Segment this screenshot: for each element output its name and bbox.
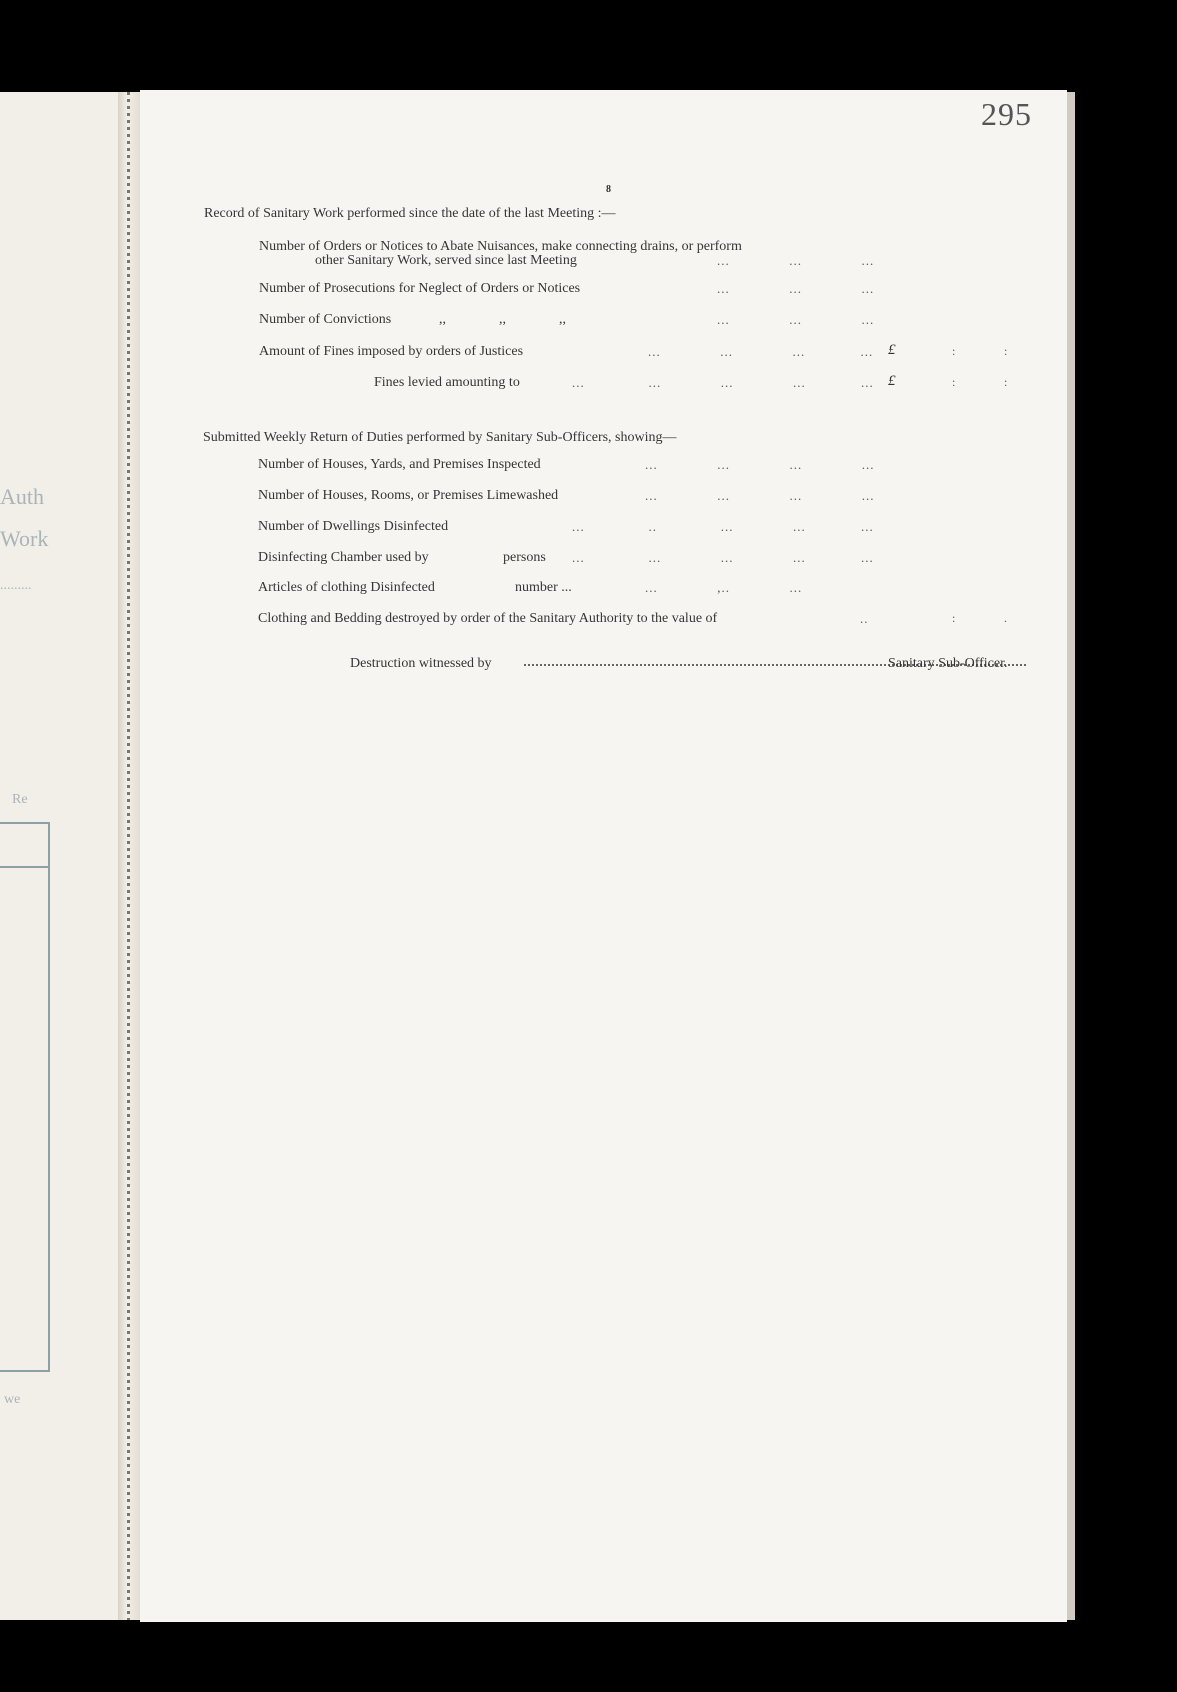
- binding-stitch: [127, 92, 130, 1620]
- bleed-through-text: .........: [0, 578, 32, 593]
- binding-gutter: [118, 92, 140, 1620]
- amount-separator: :: [952, 375, 956, 389]
- bleed-through-text: Work: [0, 526, 49, 551]
- section-heading-record: Record of Sanitary Work performed since the date of the last Meeting :—: [204, 206, 616, 221]
- clothing-bedding-line: Clothing and Bedding destroyed by order of the Sanitary Authority to the value of: [258, 611, 718, 626]
- pound-sign: £: [888, 373, 896, 389]
- document-page: [140, 90, 1067, 1622]
- signature-title: Sanitary Sub-Officer.: [888, 656, 1008, 671]
- leader-dots: ... ... ... ...: [648, 344, 874, 359]
- pound-sign: £: [888, 342, 896, 358]
- section-heading-weekly-return: Submitted Weekly Return of Duties performed by Sanitary Sub-Officers, showing—: [203, 430, 677, 445]
- articles-clothing-line: Articles of clothing Disinfected: [258, 580, 435, 595]
- leader-dots: ... ... ...: [717, 281, 875, 296]
- number-label: number ...: [515, 580, 572, 595]
- bleed-through-text: Auth: [0, 484, 44, 509]
- bleed-through-text: Re: [12, 792, 28, 807]
- fines-levied-line: Fines levied amounting to: [374, 375, 520, 390]
- disinfecting-chamber-line: Disinfecting Chamber used by: [258, 550, 429, 565]
- facing-page: [0, 92, 118, 1620]
- leader-dots: ... ... ... ... ...: [572, 550, 874, 565]
- sheet-number: 8: [606, 184, 611, 195]
- bleed-through-table: [0, 822, 50, 1372]
- prosecutions-line: Number of Prosecutions for Neglect of Orders or Notices: [259, 281, 581, 296]
- ditto-mark: ,,: [439, 312, 446, 327]
- houses-limewashed-line: Number of Houses, Rooms, or Premises Limewashed: [258, 488, 559, 503]
- leader-dots: ... ... ... ... ...: [572, 375, 874, 390]
- amount-separator: :: [952, 344, 956, 358]
- bleed-through-text: we: [4, 1392, 21, 1407]
- fines-imposed-line: Amount of Fines imposed by orders of Justices: [259, 344, 524, 359]
- convictions-line: Number of Convictions: [259, 312, 392, 327]
- ditto-mark: ,,: [559, 312, 566, 327]
- page-edge: [1067, 92, 1075, 1620]
- leader-dots: ... ... ...: [717, 312, 875, 327]
- leader-dots: ... ,.. ...: [645, 580, 803, 595]
- persons-label: persons: [503, 550, 546, 565]
- leader-dots: ... ... ... ...: [645, 457, 875, 472]
- orders-notices-line: Number of Orders or Notices to Abate Nuisances, make connecting drains, or perform: [259, 239, 742, 254]
- amount-separator: :: [952, 611, 956, 625]
- ditto-mark: ,,: [499, 312, 506, 327]
- dwellings-disinfected-line: Number of Dwellings Disinfected: [258, 519, 449, 534]
- leader-dots: ..: [860, 611, 869, 626]
- leader-dots: ... ... ... ...: [645, 488, 875, 503]
- orders-notices-line-continued: other Sanitary Work, served since last Meeting: [315, 253, 577, 268]
- amount-separator: :: [1004, 375, 1008, 389]
- houses-inspected-line: Number of Houses, Yards, and Premises Inspected: [258, 457, 541, 472]
- leader-dots: ... ... ...: [717, 253, 875, 268]
- destruction-witness-label: Destruction witnessed by: [350, 656, 492, 671]
- amount-separator: :: [1004, 344, 1008, 358]
- page-number: 295: [981, 96, 1032, 132]
- leader-dots: ... .. ... ... ...: [572, 519, 874, 534]
- amount-separator: .: [1004, 611, 1007, 625]
